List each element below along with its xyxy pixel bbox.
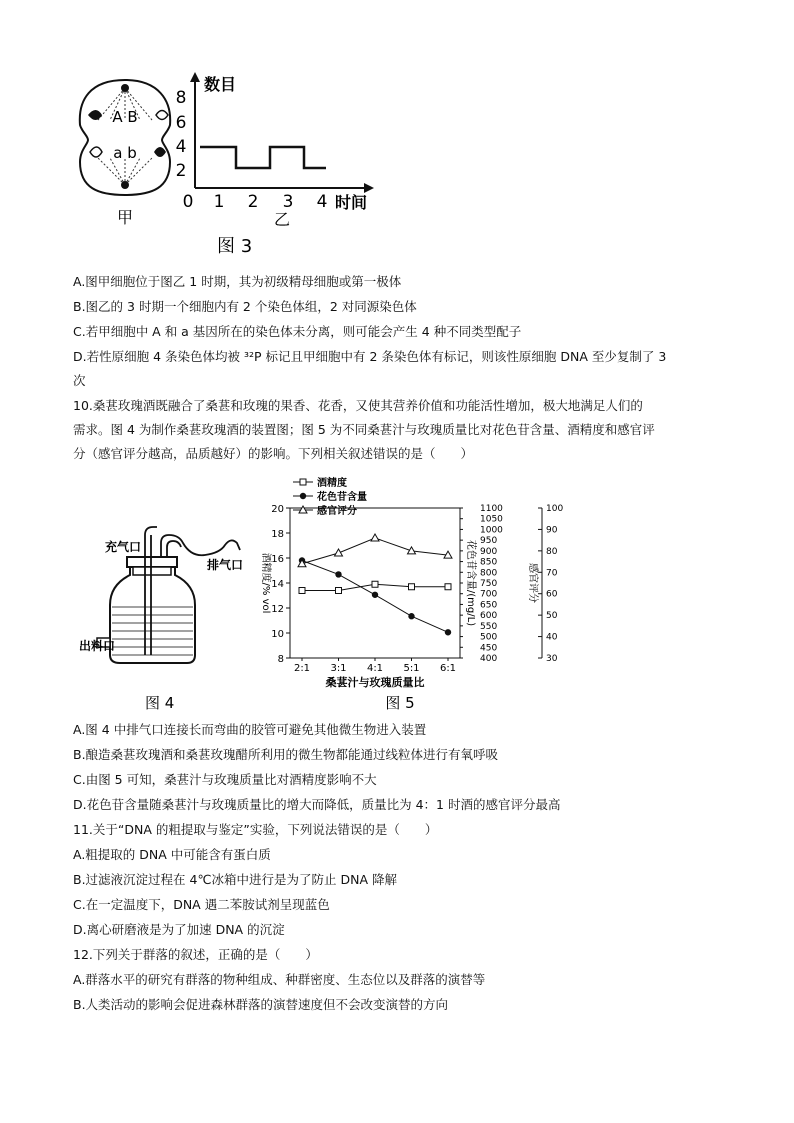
q10-stem-3: 分（感官评分越高，品质越好）的影响。下列相关叙述错误的是（ ） xyxy=(73,446,474,461)
data-point xyxy=(445,584,451,590)
middle-axis-tick-label: 750 xyxy=(480,579,498,589)
q12-option-b: B.人类活动的影响会促进森林群落的演替速度但不会改变演替的方向 xyxy=(73,997,449,1012)
middle-axis-tick-label: 800 xyxy=(480,568,498,579)
q10-option-a: A.图 4 中排气口连接长而弯曲的胶管可避免其他微生物进入装置 xyxy=(73,722,427,737)
data-point xyxy=(445,629,451,635)
data-point xyxy=(335,549,343,556)
y-tick: 6 xyxy=(175,113,187,133)
q9-option-d-cont: 次 xyxy=(73,373,86,388)
y-tick: 4 xyxy=(175,137,187,157)
left-axis-tick-label: 12 xyxy=(271,604,284,615)
q9-option-b: B.图乙的 3 时期一个细胞内有 2 个染色体组，2 对同源染色体 xyxy=(73,299,417,314)
x-axis-tick-label: 3:1 xyxy=(330,663,347,674)
data-point xyxy=(299,588,305,594)
figure-3 xyxy=(70,70,390,265)
exhaust-label: 排气口 xyxy=(207,558,244,572)
count-graph xyxy=(176,72,374,229)
data-point xyxy=(335,571,341,577)
middle-axis-tick-label: 600 xyxy=(480,611,498,622)
left-axis-tick-label: 8 xyxy=(277,654,284,665)
data-point xyxy=(336,588,342,594)
q9-option-a: A.图甲细胞位于图乙 1 时期，其为初级精母细胞或第一极体 xyxy=(73,274,402,289)
right-axis-label: 感官评分 xyxy=(527,563,538,603)
y-tick: 8 xyxy=(175,88,187,108)
figure-5-chart xyxy=(250,470,590,715)
middle-axis-tick-label: 950 xyxy=(480,536,498,547)
q11-option-d: D.离心研磨液是为了加速 DNA 的沉淀 xyxy=(73,922,285,937)
q10-option-d: D.花色苷含量随桑葚汁与玫瑰质量比的增大而降低，质量比为 4：1 时酒的感官评分最高 xyxy=(73,797,561,812)
middle-axis-label: 花色苷含量/(mg/L) xyxy=(465,539,476,627)
right-axis-tick-label: 40 xyxy=(546,632,558,643)
outlet-label: 出料口 xyxy=(79,639,116,653)
data-point xyxy=(372,592,378,598)
inlet-label: 充气口 xyxy=(105,540,142,554)
x-axis-tick-label: 2:1 xyxy=(293,663,311,674)
right-axis-tick-label: 90 xyxy=(546,525,558,536)
q10-stem-1: 10.桑葚玫瑰酒既融合了桑葚和玫瑰的果香、花香，又使其营养价值和功能活性增加，极大地满足人们的 xyxy=(73,398,643,413)
middle-axis-tick-label: 1100 xyxy=(480,504,503,514)
q11-option-c: C.在一定温度下，DNA 遇二苯胺试剂呈现蓝色 xyxy=(73,897,330,912)
x-tick: 4 xyxy=(316,192,328,212)
left-axis-tick-label: 16 xyxy=(271,554,284,565)
q10-option-b: B.酿造桑葚玫瑰酒和桑葚玫瑰醋所利用的微生物都能通过线粒体进行有氧呼吸 xyxy=(73,747,499,762)
right-axis-tick-label: 60 xyxy=(546,589,558,600)
middle-axis-tick-label: 1000 xyxy=(480,525,503,536)
right-axis-tick-label: 30 xyxy=(546,654,558,664)
left-axis-tick-label: 10 xyxy=(271,629,284,640)
middle-axis-tick-label: 500 xyxy=(480,632,498,643)
cell-genes-bottom: a b xyxy=(113,144,137,162)
q9-option-d: D.若性原细胞 4 条染色体均被 ³²P 标记且甲细胞中有 2 条染色体有标记，则该性原细胞 DNA 至少复制了 3 xyxy=(73,349,667,364)
x-tick: 3 xyxy=(282,192,294,212)
series-line xyxy=(302,538,448,564)
x-tick: 1 xyxy=(213,192,225,212)
q11-stem: 11.关于“DNA 的粗提取与鉴定”实验，下列说法错误的是（ ） xyxy=(73,822,438,837)
right-axis-tick-label: 80 xyxy=(546,546,558,557)
figure-4 xyxy=(75,505,255,715)
cell-label: 甲 xyxy=(116,208,134,227)
q10-stem-2: 需求。图 4 为制作桑葚玫瑰酒的装置图；图 5 为不同桑葚汁与玫瑰质量比对花色苷含量、酒精度和感官评 xyxy=(73,422,655,437)
middle-axis-tick-label: 1050 xyxy=(480,514,503,525)
graph-label: 乙 xyxy=(273,210,291,229)
data-point xyxy=(409,584,415,590)
x-tick: 2 xyxy=(247,192,259,212)
x-axis-tick-label: 5:1 xyxy=(403,663,420,674)
middle-axis-tick-label: 550 xyxy=(480,621,498,632)
cell-genes-top: A B xyxy=(112,108,138,126)
left-axis-label: 酒精度/% vol xyxy=(260,552,271,614)
middle-axis-tick-label: 900 xyxy=(480,546,498,557)
right-axis-tick-label: 50 xyxy=(546,611,558,622)
middle-axis-tick-label: 450 xyxy=(480,643,498,654)
right-axis-tick-label: 100 xyxy=(546,504,564,514)
q12-option-a: A.群落水平的研究有群落的物种组成、种群密度、生态位以及群落的演替等 xyxy=(73,972,486,987)
q10-option-c: C.由图 5 可知，桑葚汁与玫瑰质量比对酒精度影响不大 xyxy=(73,772,377,787)
q11-option-a: A.粗提取的 DNA 中可能含有蛋白质 xyxy=(73,847,271,862)
right-axis-tick-label: 70 xyxy=(546,568,558,579)
middle-axis-tick-label: 850 xyxy=(480,557,498,568)
left-axis-tick-label: 20 xyxy=(271,504,284,515)
q9-option-c: C.若甲细胞中 A 和 a 基因所在的染色体未分离，则可能会产生 4 种不同类型配子 xyxy=(73,324,522,339)
data-point xyxy=(372,581,378,587)
legend-label: 花色苷含量 xyxy=(317,492,367,503)
middle-axis-tick-label: 400 xyxy=(480,654,498,664)
middle-axis-tick-label: 700 xyxy=(480,589,498,600)
count-step-line xyxy=(200,147,326,168)
q11-option-b: B.过滤液沉淀过程在 4℃冰箱中进行是为了防止 DNA 降解 xyxy=(73,872,397,887)
y-tick: 2 xyxy=(175,161,187,181)
middle-axis-tick-label: 650 xyxy=(480,600,498,611)
legend-marker xyxy=(300,479,306,485)
data-point xyxy=(371,534,379,541)
left-axis-tick-label: 18 xyxy=(271,529,284,540)
x-axis-tick-label: 4:1 xyxy=(366,663,384,674)
left-axis-tick-label: 14 xyxy=(271,579,284,590)
x-axis-tick-label: 6:1 xyxy=(439,663,457,674)
legend-marker xyxy=(300,493,306,499)
q12-stem: 12.下列关于群落的叙述，正确的是（ ） xyxy=(73,947,318,962)
y-axis-label: 数目 xyxy=(204,75,237,94)
legend-label: 感官评分 xyxy=(317,506,357,517)
figure-4-caption: 图 4 xyxy=(145,694,175,712)
figure-5-caption: 图 5 xyxy=(385,694,415,712)
x-axis-label: 桑葚汁与玫瑰质量比 xyxy=(325,676,425,689)
cell-diagram xyxy=(80,80,170,227)
figure-3-caption: 图 3 xyxy=(217,236,253,257)
x-tick: 0 xyxy=(182,192,194,212)
x-axis-label: 时间 xyxy=(335,193,368,212)
data-point xyxy=(408,613,414,619)
legend-label: 酒精度 xyxy=(317,478,347,489)
